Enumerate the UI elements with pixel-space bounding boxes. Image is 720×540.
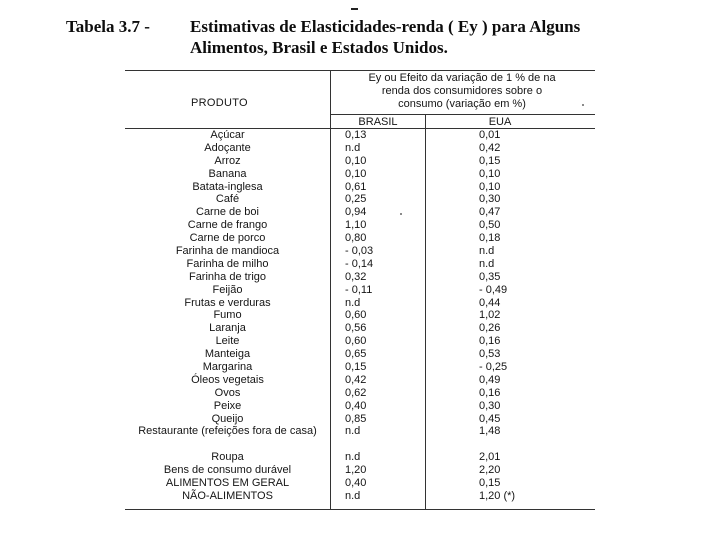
brasil-cell: 0,65 [345,348,367,361]
brasil-cell: n.d [345,296,361,309]
top-rule [125,70,595,71]
product-cell: Ovos [214,386,241,399]
eua-cell: 0,16 [479,386,501,399]
product-cell: Farinha de trigo [188,270,267,283]
eua-cell: 0,42 [479,141,501,154]
table-row [125,142,595,155]
header-desc-line-2: renda dos consumidores sobre o [381,85,543,97]
product-cell: Adoçante [204,141,251,154]
eua-cell: - 0,25 [479,361,508,374]
eua-cell: 0,44 [479,296,501,309]
eua-cell: 0,26 [479,322,501,335]
table-row [125,181,595,194]
eua-cell: 0,01 [479,129,501,141]
table-row [125,451,595,464]
product-cell: Farinha de milho [186,257,269,270]
brasil-cell: 0,60 [345,335,367,348]
product-cell: Feijão [212,283,243,296]
brasil-cell: n.d [345,425,361,438]
table-row [125,155,595,168]
eua-cell: 1,20 (*) [479,489,516,502]
product-cell: NÃO-ALIMENTOS [182,489,273,502]
product-cell: Carne de frango [187,219,268,232]
eua-cell: - 0,49 [479,283,508,296]
eua-cell: 0,45 [479,412,501,425]
table-row [125,400,595,413]
eua-cell: 1,48 [479,425,501,438]
header-produto: PRODUTO [191,97,248,109]
eua-cell: 0,47 [479,206,501,219]
eua-cell: 0,15 [479,477,501,490]
product-cell: Bens de consumo durável [163,464,292,477]
brasil-cell: - 0,11 [345,283,373,296]
brasil-cell: - 0,03 [345,245,374,258]
product-cell: Açúcar [210,129,245,141]
table-number: Tabela 3.7 - [66,17,150,36]
header-desc-line-3: consumo (variação em %) [398,98,526,110]
eua-cell: 0,18 [479,232,501,245]
eua-cell: 0,50 [479,219,501,232]
brasil-cell: 0,42 [345,373,367,386]
product-cell: Café [215,193,240,206]
brasil-cell: 0,80 [345,232,367,245]
product-cell: Banana [208,167,247,180]
eua-cell: 0,30 [479,399,501,412]
elasticity-table [125,70,595,510]
product-cell: Peixe [213,399,242,412]
eua-cell: 0,30 [479,193,501,206]
product-cell: Arroz [214,154,241,167]
brasil-cell: 0,56 [345,322,367,335]
table-row [125,464,595,477]
brasil-cell: 0,62 [345,386,367,399]
caption-line-2: Alimentos, Brasil e Estados Unidos. [190,38,448,57]
eua-cell: 1,02 [479,309,501,322]
product-cell: Manteiga [204,348,251,361]
scan-mark [351,8,358,10]
eua-cell: 0,53 [479,348,501,361]
product-cell: Carne de boi [196,206,259,219]
table-row [125,425,595,451]
brasil-cell: 0,15 [345,361,367,374]
product-cell: Batata-inglesa [192,180,263,193]
bottom-rule [125,509,595,510]
brasil-cell: 0,40 [345,477,367,490]
table-row [125,206,595,219]
table-row [125,129,595,142]
table-row [125,387,595,400]
table-caption [190,16,690,58]
eua-cell: 0,10 [479,167,501,180]
product-cell: Frutas e verduras [184,296,271,309]
scan-speck [400,213,402,215]
product-cell: Carne de porco [189,232,266,245]
product-cell: Laranja [209,322,246,335]
table-body [125,129,595,503]
caption-line-1: Estimativas de Elasticidades-renda ( Ey ) para Alguns [190,17,581,36]
table-row [125,219,595,232]
header-eua: EUA [488,116,512,128]
table-row [125,361,595,374]
brasil-cell: n.d [345,141,361,154]
brasil-cell: 0,10 [345,154,367,167]
eua-cell: 0,10 [479,180,501,193]
table-row [125,193,595,206]
brasil-cell: 0,61 [345,180,367,193]
table-row [125,374,595,387]
header-description [331,72,593,111]
product-cell: Restaurante (refeições fora de casa) [138,425,317,438]
product-cell: Queijo [211,412,244,425]
table-row [125,348,595,361]
product-cell: Leite [215,335,240,348]
eua-cell: 2,20 [479,464,501,477]
header-brasil: BRASIL [358,116,398,128]
brasil-cell: n.d [345,451,361,464]
brasil-cell: 0,13 [345,129,367,141]
table-row [125,335,595,348]
eua-cell: 0,15 [479,154,501,167]
table-row [125,413,595,426]
table-row [125,297,595,310]
brasil-cell: 0,85 [345,412,367,425]
header-sub-rule [331,114,595,115]
brasil-cell: 0,25 [345,193,367,206]
table-row [125,322,595,335]
table-row [125,477,595,490]
eua-cell: n.d [479,245,495,258]
brasil-cell: 0,94 [345,206,367,219]
brasil-cell: 0,10 [345,167,367,180]
product-cell: Roupa [211,451,244,464]
brasil-cell: 1,20 [345,464,367,477]
brasil-cell: 1,10 [345,219,367,232]
table-row [125,232,595,245]
product-cell: Fumo [213,309,242,322]
scan-speck [582,104,584,106]
product-cell: Margarina [202,361,253,374]
brasil-cell: 0,32 [345,270,367,283]
product-cell: Farinha de mandioca [175,245,280,258]
eua-cell: 2,01 [479,451,501,464]
product-cell: Óleos vegetais [191,373,264,386]
product-cell: ALIMENTOS EM GERAL [165,477,290,490]
table-row [125,490,595,503]
eua-cell: 0,16 [479,335,501,348]
header-desc-line-1: Ey ou Efeito da variação de 1 % de na [368,72,556,84]
brasil-cell: 0,60 [345,309,367,322]
eua-cell: 0,49 [479,373,501,386]
brasil-cell: 0,40 [345,399,367,412]
table-row [125,258,595,271]
table-row [125,168,595,181]
eua-cell: n.d [479,257,495,270]
table-row [125,245,595,258]
eua-cell: 0,35 [479,270,501,283]
table-row [125,309,595,322]
table-row [125,271,595,284]
brasil-cell: - 0,14 [345,257,374,270]
brasil-cell: n.d [345,489,361,502]
table-row [125,284,595,297]
